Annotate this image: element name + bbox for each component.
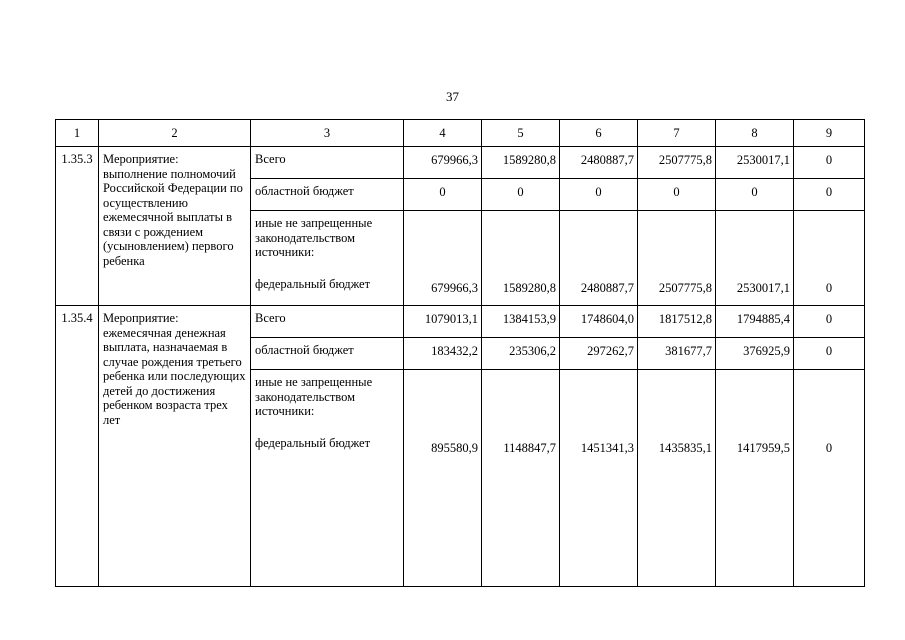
value-cell: 0 [794,306,865,338]
budget-table [55,119,865,587]
source-label: областной бюджет [251,338,404,370]
value-cell: 381677,7 [638,338,716,370]
federal-value: 895580,9 [431,441,478,455]
header-cell: 5 [482,120,560,147]
header-cell: 7 [638,120,716,147]
federal-value: 1148847,7 [503,441,556,455]
other-sources-label: иные не запрещенные законодательством источники: [255,375,373,418]
value-cell [716,211,794,306]
value-cell: 2507775,8 [638,147,716,179]
header-cell: 9 [794,120,865,147]
federal-value: 1451341,3 [580,441,634,455]
other-sources-label: иные не запрещенные законодательством источники: [255,216,373,259]
value-cell [482,211,560,306]
header-cell: 2 [99,120,251,147]
value-cell: 1748604,0 [560,306,638,338]
event-description: Мероприятие: выполнение полномочий Российской Федерации по осуществлению ежемесячной выплаты в связи с рождением (усыновлением) первого ребенка [99,147,251,306]
table-row [56,147,865,179]
federal-value: 0 [825,441,833,455]
value-cell [404,211,482,306]
source-label: Всего [251,306,404,338]
value-cell: 0 [638,179,716,211]
value-cell: 1589280,8 [482,147,560,179]
value-cell: 235306,2 [482,338,560,370]
federal-value: 1417959,5 [736,441,790,455]
value-cell: 1817512,8 [638,306,716,338]
value-cell: 2530017,1 [716,147,794,179]
header-cell: 3 [251,120,404,147]
header-cell: 4 [404,120,482,147]
value-cell: 0 [794,179,865,211]
federal-value: 1589280,8 [502,281,556,295]
item-code: 1.35.4 [56,306,99,587]
value-cell: 1794885,4 [716,306,794,338]
header-cell: 1 [56,120,99,147]
source-cell [251,211,404,306]
value-cell [794,370,865,587]
value-cell: 0 [794,147,865,179]
value-cell [482,370,560,587]
value-cell [404,370,482,587]
event-description: Мероприятие: ежемесячная денежная выплата, назначаемая в случае рождения третьего ребенка или последующих детей до достижения ребенком возраста трех лет [99,306,251,587]
value-cell: 376925,9 [716,338,794,370]
item-code: 1.35.3 [56,147,99,306]
value-cell [560,211,638,306]
value-cell: 183432,2 [404,338,482,370]
federal-value: 2507775,8 [658,281,712,295]
value-cell: 0 [794,338,865,370]
value-cell: 1079013,1 [404,306,482,338]
table-row [56,306,865,338]
value-cell [716,370,794,587]
federal-value: 2480887,7 [580,281,634,295]
value-cell: 0 [482,179,560,211]
source-label: Всего [251,147,404,179]
value-cell [638,211,716,306]
federal-value: 2530017,1 [736,281,790,295]
source-cell [251,370,404,587]
federal-value: 1435835,1 [658,441,712,455]
header-row [56,120,865,147]
value-cell: 679966,3 [404,147,482,179]
federal-budget-label: федеральный бюджет [255,276,371,291]
value-cell [560,370,638,587]
value-cell: 297262,7 [560,338,638,370]
header-cell: 8 [716,120,794,147]
value-cell: 2480887,7 [560,147,638,179]
federal-budget-label: федеральный бюджет [255,435,371,450]
federal-value: 679966,3 [431,281,478,295]
header-cell: 6 [560,120,638,147]
value-cell: 1384153,9 [482,306,560,338]
value-cell: 0 [716,179,794,211]
federal-value: 0 [825,281,833,295]
value-cell [638,370,716,587]
value-cell: 0 [560,179,638,211]
value-cell [794,211,865,306]
value-cell: 0 [404,179,482,211]
source-label: областной бюджет [251,179,404,211]
page-number: 37 [446,89,459,104]
